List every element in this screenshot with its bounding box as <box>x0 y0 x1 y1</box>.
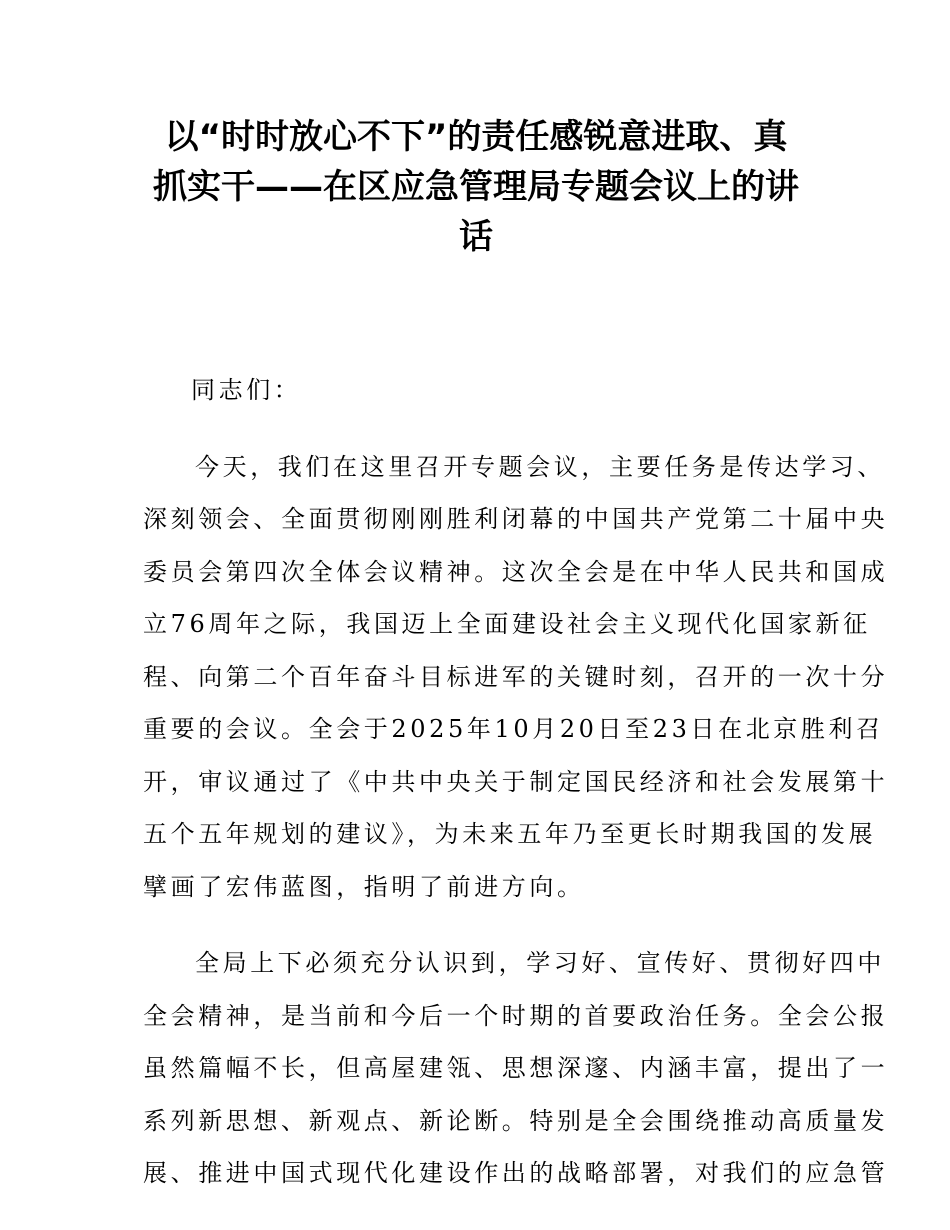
paragraph-line: 五个五年规划的建议》，为未来五年乃至更长时期我国的发展 <box>143 820 877 848</box>
paragraph-2 <box>143 937 889 1200</box>
paragraph-line: 立76周年之际，我国迈上全面建设社会主义现代化国家新征 <box>143 610 871 638</box>
paragraph-line: 重要的会议。全会于2025年10月20日至23日在北京胜利召 <box>143 715 884 743</box>
paragraph-line: 委员会第四次全体会议精神。这次全会是在中华人民共和国成 <box>143 557 889 586</box>
title-line-2: 抓实干——在区应急管理局专题会议上的讲 <box>153 167 799 207</box>
paragraph-line: 今天，我们在这里召开专题会议，主要任务是传达学习、 <box>195 452 885 481</box>
paragraph-line: 展、推进中国式现代化建设作出的战略部署，对我们的应急管 <box>143 1159 889 1187</box>
title-line-3: 话 <box>459 217 493 257</box>
document-body <box>143 364 889 1200</box>
document-page <box>143 112 889 1200</box>
paragraph-line: 全局上下必须充分认识到，学习好、宣传好、贯彻好四中 <box>195 949 885 977</box>
paragraph-line: 开，审议通过了《中共中央关于制定国民经济和社会发展第十 <box>143 767 889 796</box>
paragraph-line: 程、向第二个百年奋斗目标进军的关键时刻，召开的一次十分 <box>143 662 889 691</box>
paragraph-1 <box>143 441 889 914</box>
salutation: 同志们： <box>191 376 302 404</box>
paragraph-line: 虽然篇幅不长，但高屋建瓴、思想深邃、内涵丰富，提出了一 <box>143 1054 889 1082</box>
paragraph-line: 全会精神，是当前和今后一个时期的首要政治任务。全会公报 <box>143 1001 889 1030</box>
paragraph-line: 擘画了宏伟蓝图，指明了前进方向。 <box>143 872 585 901</box>
paragraph-line: 深刻领会、全面贯彻刚刚胜利闭幕的中国共产党第二十届中央 <box>143 505 889 533</box>
document-title <box>143 112 809 262</box>
title-line-1: 以“时时放心不下”的责任感锐意进取、真 <box>164 117 788 157</box>
paragraph-line: 系列新思想、新观点、新论断。特别是全会围绕推动高质量发 <box>143 1106 889 1135</box>
